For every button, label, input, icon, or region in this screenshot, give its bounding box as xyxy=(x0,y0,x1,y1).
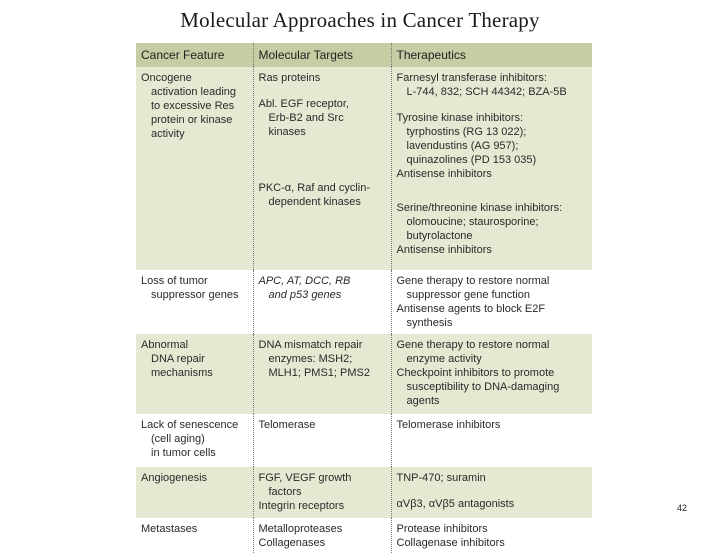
spacer xyxy=(397,485,588,497)
text-line: Erb-B2 and Src xyxy=(268,112,344,124)
text-line: activation leading xyxy=(151,86,237,98)
spacer xyxy=(259,163,386,175)
text-line: enzyme activity xyxy=(406,353,482,365)
cell-feature xyxy=(136,414,253,467)
text-line: DNA mismatch repair xyxy=(258,339,363,351)
cell-targets xyxy=(253,270,391,334)
table-row xyxy=(136,334,592,414)
table-row xyxy=(136,270,592,334)
text-line: Metalloproteases xyxy=(258,523,343,535)
text-line: and p53 genes xyxy=(268,289,342,301)
table-row xyxy=(136,518,592,553)
text-line: in tumor cells xyxy=(151,447,216,459)
text-line: lavendustins (AG 957); xyxy=(406,140,519,152)
text-line: Collagenases xyxy=(258,537,326,549)
slide-title: Molecular Approaches in Cancer Therapy xyxy=(180,8,540,32)
cell-targets xyxy=(253,414,391,467)
text-line: Integrin receptors xyxy=(258,500,345,512)
page-number: 42 xyxy=(677,503,688,513)
cell-feature xyxy=(136,334,253,414)
therapy-table-container xyxy=(136,43,592,553)
cell-targets xyxy=(253,334,391,414)
table-row xyxy=(136,67,592,270)
table-header-row xyxy=(136,43,592,67)
cell-therapeutics xyxy=(391,67,592,270)
text-line: Telomerase inhibitors xyxy=(396,419,501,431)
cell-feature xyxy=(136,518,253,553)
text-line: Angiogenesis xyxy=(141,472,208,484)
spacer xyxy=(259,139,386,151)
text-line: Tyrosine kinase inhibitors: xyxy=(396,112,524,124)
header-therapeutics: Therapeutics xyxy=(391,43,592,67)
text-line: FGF, VEGF growth xyxy=(258,472,352,484)
text-line: Gene therapy to restore normal xyxy=(396,339,550,351)
text-line: αVβ3, αVβ5 antagonists xyxy=(396,498,515,510)
cell-targets xyxy=(253,518,391,553)
therapy-table xyxy=(136,43,592,553)
text-line: kinases xyxy=(268,126,306,138)
table-row xyxy=(136,467,592,518)
text-line: Abnormal xyxy=(141,339,189,351)
text-line: Ras proteins xyxy=(258,72,321,84)
cell-therapeutics xyxy=(391,414,592,467)
text-line: APC, AT, DCC, RB xyxy=(258,275,351,287)
text-line: enzymes: MSH2; xyxy=(268,353,353,365)
text-line: Protease inhibitors xyxy=(396,523,488,535)
spacer xyxy=(397,99,588,111)
text-line: L-744, 832; SCH 44342; BZA-5B xyxy=(406,86,567,98)
cell-feature xyxy=(136,467,253,518)
text-line: MLH1; PMS1; PMS2 xyxy=(268,367,370,379)
text-line: olomoucine; staurosporine; xyxy=(406,216,539,228)
text-line: Metastases xyxy=(141,523,198,535)
text-line: tyrphostins (RG 13 022); xyxy=(406,126,527,138)
cell-targets xyxy=(253,67,391,270)
spacer xyxy=(259,85,386,97)
text-line: butyrolactone xyxy=(406,230,473,242)
text-line: activity xyxy=(151,128,185,140)
text-line: dependent kinases xyxy=(268,196,361,208)
table-row xyxy=(136,414,592,467)
cell-therapeutics xyxy=(391,334,592,414)
text-line: mechanisms xyxy=(151,367,213,379)
spacer xyxy=(397,181,588,201)
text-line: Antisense agents to block E2F xyxy=(396,303,546,315)
spacer xyxy=(259,151,386,163)
cell-therapeutics xyxy=(391,270,592,334)
text-line: TNP-470; suramin xyxy=(396,472,486,484)
text-line: PKC-α, Raf and cyclin- xyxy=(258,182,371,194)
text-line: quinazolines (PD 153 035) xyxy=(406,154,537,166)
cell-feature xyxy=(136,67,253,270)
text-line: Antisense inhibitors xyxy=(396,244,492,256)
text-line: factors xyxy=(268,486,302,498)
text-line: Abl. EGF receptor, xyxy=(258,98,349,110)
text-line: Gene therapy to restore normal xyxy=(396,275,550,287)
text-line: (cell aging) xyxy=(151,433,205,445)
text-line: protein or kinase xyxy=(151,114,233,126)
cell-targets xyxy=(253,467,391,518)
text-line: Checkpoint inhibitors to promote xyxy=(396,367,555,379)
text-line: DNA repair xyxy=(151,353,205,365)
text-line: susceptibility to DNA-damaging xyxy=(406,381,560,393)
text-line: suppressor genes xyxy=(151,289,239,301)
text-line: suppressor gene function xyxy=(406,289,531,301)
text-line: synthesis xyxy=(406,317,453,329)
text-line: Loss of tumor xyxy=(141,275,208,287)
text-line: Collagenase inhibitors xyxy=(396,537,505,549)
cell-feature xyxy=(136,270,253,334)
text-line: Serine/threonine kinase inhibitors: xyxy=(396,202,563,214)
text-line: Lack of senescence xyxy=(141,419,239,431)
text-line: Telomerase xyxy=(258,419,316,431)
cell-therapeutics xyxy=(391,518,592,553)
text-line: Farnesyl transferase inhibitors: xyxy=(396,72,547,84)
text-line: Oncogene xyxy=(141,72,192,84)
text-line: to excessive Res xyxy=(151,100,235,112)
header-cancer-feature: Cancer Feature xyxy=(136,43,253,67)
text-line: Antisense inhibitors xyxy=(396,168,492,180)
cell-therapeutics xyxy=(391,467,592,518)
text-line: agents xyxy=(406,395,440,407)
header-molecular-targets: Molecular Targets xyxy=(253,43,391,67)
